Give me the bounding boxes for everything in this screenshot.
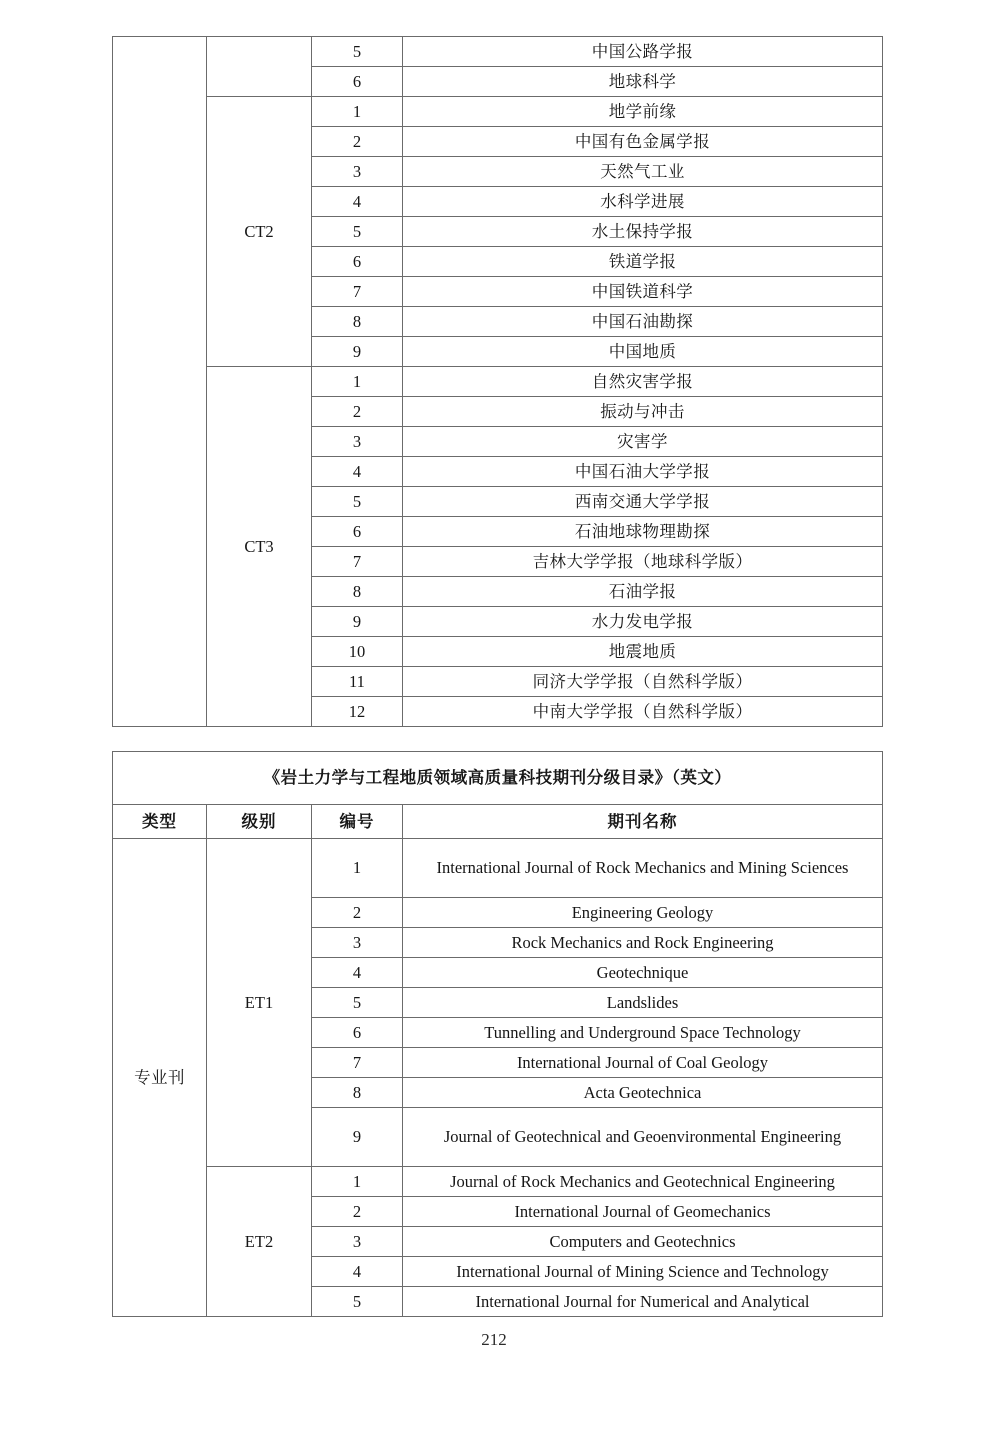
level-cell: ET1 xyxy=(207,839,312,1167)
journal-name-cell: Geotechnique xyxy=(403,958,883,988)
number-cell: 1 xyxy=(312,1167,403,1197)
number-cell: 8 xyxy=(312,1078,403,1108)
journal-name-cell: 石油学报 xyxy=(403,577,883,607)
number-cell: 3 xyxy=(312,928,403,958)
journal-name-cell: Journal of Geotechnical and Geoenvironmental Engineering xyxy=(403,1108,883,1167)
journal-name-cell: 中国铁道科学 xyxy=(403,277,883,307)
number-cell: 2 xyxy=(312,127,403,157)
number-cell: 6 xyxy=(312,247,403,277)
number-cell: 5 xyxy=(312,1287,403,1317)
level-cell xyxy=(207,37,312,97)
number-cell: 2 xyxy=(312,898,403,928)
table-bottom xyxy=(112,751,883,1317)
journal-name-cell: 振动与冲击 xyxy=(403,397,883,427)
number-cell: 2 xyxy=(312,397,403,427)
number-cell: 7 xyxy=(312,547,403,577)
journal-name-cell: Acta Geotechnica xyxy=(403,1078,883,1108)
journal-name-cell: 中南大学学报（自然科学版） xyxy=(403,697,883,727)
number-cell: 11 xyxy=(312,667,403,697)
number-cell: 3 xyxy=(312,427,403,457)
number-cell: 5 xyxy=(312,37,403,67)
number-cell: 3 xyxy=(312,157,403,187)
number-cell: 6 xyxy=(312,517,403,547)
table-title-row xyxy=(113,752,883,805)
table-row xyxy=(113,1167,883,1197)
table-title: 《岩土力学与工程地质领域高质量科技期刊分级目录》（英文） xyxy=(113,752,883,805)
number-cell: 3 xyxy=(312,1227,403,1257)
journal-name-cell: 水力发电学报 xyxy=(403,607,883,637)
journal-name-cell: Engineering Geology xyxy=(403,898,883,928)
journal-name-cell: 灾害学 xyxy=(403,427,883,457)
number-cell: 9 xyxy=(312,1108,403,1167)
number-cell: 1 xyxy=(312,97,403,127)
table-row xyxy=(113,367,883,397)
number-cell: 7 xyxy=(312,1048,403,1078)
level-cell: CT2 xyxy=(207,97,312,367)
journal-name-cell: Journal of Rock Mechanics and Geotechnical Engineering xyxy=(403,1167,883,1197)
number-cell: 5 xyxy=(312,988,403,1018)
journal-name-cell: 天然气工业 xyxy=(403,157,883,187)
journal-name-cell: 中国地质 xyxy=(403,337,883,367)
number-cell: 4 xyxy=(312,457,403,487)
journal-name-cell: 中国石油大学学报 xyxy=(403,457,883,487)
level-cell: ET2 xyxy=(207,1167,312,1317)
journal-table-chinese-continued xyxy=(112,36,883,727)
table-top xyxy=(112,36,883,727)
number-cell: 9 xyxy=(312,337,403,367)
journal-name-cell: International Journal of Geomechanics xyxy=(403,1197,883,1227)
type-cell: 专业刊 xyxy=(113,839,207,1317)
column-header-type: 类型 xyxy=(113,805,207,839)
journal-table-english xyxy=(112,751,883,1317)
level-cell: CT3 xyxy=(207,367,312,727)
journal-name-cell: International Journal of Rock Mechanics and Mining Sciences xyxy=(403,839,883,898)
number-cell: 1 xyxy=(312,839,403,898)
journal-name-cell: 中国公路学报 xyxy=(403,37,883,67)
journal-name-cell: 中国石油勘探 xyxy=(403,307,883,337)
number-cell: 5 xyxy=(312,487,403,517)
column-header-journal-name: 期刊名称 xyxy=(403,805,883,839)
number-cell: 4 xyxy=(312,187,403,217)
number-cell: 7 xyxy=(312,277,403,307)
table-header-row xyxy=(113,805,883,839)
number-cell: 10 xyxy=(312,637,403,667)
type-cell xyxy=(113,37,207,727)
journal-name-cell: 水土保持学报 xyxy=(403,217,883,247)
number-cell: 8 xyxy=(312,577,403,607)
journal-name-cell: Landslides xyxy=(403,988,883,1018)
journal-name-cell: 地球科学 xyxy=(403,67,883,97)
number-cell: 4 xyxy=(312,958,403,988)
number-cell: 2 xyxy=(312,1197,403,1227)
journal-name-cell: International Journal of Mining Science and Technology xyxy=(403,1257,883,1287)
journal-name-cell: Rock Mechanics and Rock Engineering xyxy=(403,928,883,958)
number-cell: 12 xyxy=(312,697,403,727)
journal-name-cell: International Journal for Numerical and Analytical xyxy=(403,1287,883,1317)
column-header-level: 级别 xyxy=(207,805,312,839)
journal-name-cell: Computers and Geotechnics xyxy=(403,1227,883,1257)
number-cell: 4 xyxy=(312,1257,403,1287)
number-cell: 9 xyxy=(312,607,403,637)
journal-name-cell: 西南交通大学学报 xyxy=(403,487,883,517)
journal-name-cell: 水科学进展 xyxy=(403,187,883,217)
journal-name-cell: 石油地球物理勘探 xyxy=(403,517,883,547)
journal-name-cell: 地震地质 xyxy=(403,637,883,667)
table-row xyxy=(113,37,883,67)
column-header-number: 编号 xyxy=(312,805,403,839)
number-cell: 1 xyxy=(312,367,403,397)
journal-name-cell: 同济大学学报（自然科学版） xyxy=(403,667,883,697)
table-row xyxy=(113,97,883,127)
journal-name-cell: 自然灾害学报 xyxy=(403,367,883,397)
page-number: 212 xyxy=(481,1330,507,1349)
table-row xyxy=(113,839,883,898)
number-cell: 8 xyxy=(312,307,403,337)
journal-name-cell: 中国有色金属学报 xyxy=(403,127,883,157)
journal-name-cell: 吉林大学学报（地球科学版） xyxy=(403,547,883,577)
number-cell: 6 xyxy=(312,67,403,97)
journal-name-cell: International Journal of Coal Geology xyxy=(403,1048,883,1078)
journal-name-cell: 铁道学报 xyxy=(403,247,883,277)
journal-name-cell: 地学前缘 xyxy=(403,97,883,127)
number-cell: 5 xyxy=(312,217,403,247)
number-cell: 6 xyxy=(312,1018,403,1048)
journal-name-cell: Tunnelling and Underground Space Technology xyxy=(403,1018,883,1048)
